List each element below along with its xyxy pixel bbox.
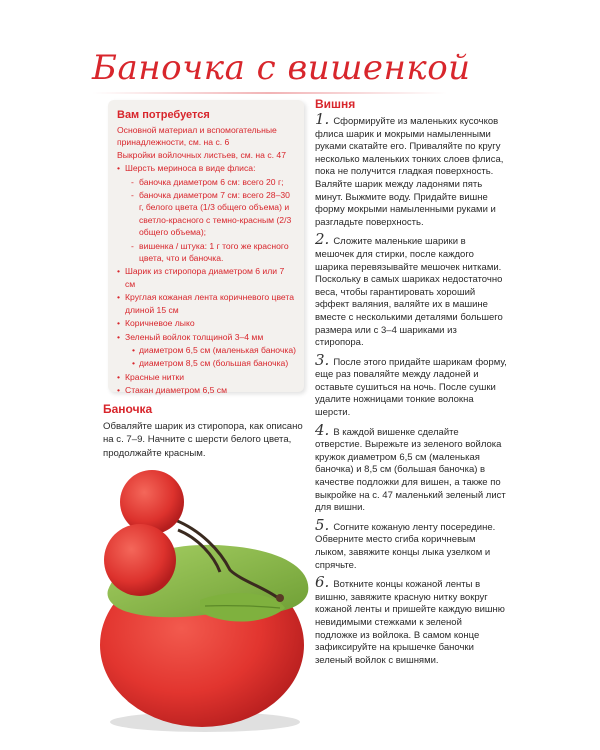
step-text: В каждой вишенке сделайте отверстие. Вырежьте из зеленого войлока кружок диаметром 6,5 см (маленькая баночка) и 8,5 см (большая баночка) в качестве подложки для вишен, а также по выкройке на с. 47 маленький зеленый лист для вишни. <box>315 426 506 514</box>
step-5 <box>315 515 507 572</box>
requirements-item: • Шарик из стиропора диаметром 6 или 7 см <box>117 265 296 290</box>
requirements-item: • Шерсть мериноса в виде флиса: <box>117 162 296 174</box>
step-text: Сформируйте из маленьких кусочков флиса шарик и мокрыми намыленными руками скатайте его. Приваляйте по кругу несколько маленьких тонких слоев флиса, пока не получится гладкая поверхность. Валяйте шарик между ладонями пять минут. Выжмите воду. Придайте вишне форму мокрыми намыленными руками и разгладьте поверхность. <box>315 116 504 228</box>
cherry-section <box>315 97 507 671</box>
step-number: 6. <box>315 573 330 592</box>
step-text: Сложите маленькие шарики в мешочек для стирки, после каждого шарика перевязывайте мешочек нитками. Поскольку в самых шариках недостаточно веса, чтобы гарантировать хороший эффект валяния, валяйте их в машине вместе с несколькими деталями большего размера или с 3–4 шариками из стиропора. <box>315 236 503 349</box>
requirements-subitem: - баночка диаметром 7 см: всего 28–30 г, белого цвета (1/3 общего объема) и светло-красного с темно-красным (2/3 общего объема); <box>117 189 296 239</box>
step-text: Согните кожаную ленту посередине. Обверните место сгиба коричневым лыком, завяжите концы лыка узелком и спрячьте. <box>315 521 496 571</box>
step-number: 4. <box>315 420 330 439</box>
requirements-heading: Вам потребуется <box>117 109 210 121</box>
jar-heading: Баночка <box>103 402 153 416</box>
step-6 <box>315 573 507 667</box>
requirements-item: • Стакан диаметром 6,5 см <box>117 384 296 396</box>
requirements-item: • Коричневое лыко <box>117 317 296 329</box>
requirements-subitem: • диаметром 6,5 см (маленькая баночка) <box>117 344 296 356</box>
step-4 <box>315 420 507 515</box>
step-1 <box>315 110 507 229</box>
jar-text: Обваляйте шарик из стиропора, как описано на с. 7–9. Начните с шерсти белого цвета, продолжайте красным. <box>103 421 303 459</box>
step-number: 3. <box>315 350 330 369</box>
step-number: 5. <box>315 515 330 534</box>
requirements-subitem: • диаметром 8,5 см (большая баночка) <box>117 357 296 369</box>
requirements-intro-line: Выкройки войлочных листьев, см. на с. 47 <box>117 149 286 160</box>
requirements-item: • Круглая кожаная лента коричневого цвета длиной 15 см <box>117 291 296 316</box>
step-number: 1. <box>315 110 330 128</box>
step-2 <box>315 230 507 349</box>
requirements-box <box>108 100 304 396</box>
requirements-item: • Красные нитки <box>117 371 296 383</box>
page-title: Баночка с вишенкой <box>92 48 471 88</box>
step-text: После этого придайте шарикам форму, еще раз поваляйте между ладоней и оставьте сушиться на ночь. После сушки удалите ножницами тонкие волокна шерсти. <box>315 356 507 419</box>
requirements-intro-line: Основной материал и вспомогательные принадлежности, см. на с. 6 <box>117 125 277 148</box>
jar-section <box>103 402 308 460</box>
step-number: 2. <box>315 230 330 249</box>
cherry-top <box>120 470 184 534</box>
cherry-heading: Вишня <box>315 97 356 111</box>
step-3 <box>315 350 507 420</box>
requirements-subitem: - баночка диаметром 6 см: всего 20 г; <box>117 176 296 188</box>
title-underline <box>92 92 447 94</box>
requirements-item: • Зеленый войлок толщиной 3–4 мм <box>117 331 296 343</box>
cherry-bottom <box>104 524 176 596</box>
bast-knot <box>276 594 284 602</box>
step-text: Воткните концы кожаной ленты в вишню, завяжите красную нитку вокруг кожаной ленты и пришейте каждую вишню невидимыми стежками к зеленой подложке из войлока. В самом конце зафиксируйте на крышечке баночки зеленый войлок с вишнями. <box>315 579 505 666</box>
requirements-subitem: - вишенка / штука: 1 г того же красного цвета, что и баночка. <box>117 240 296 265</box>
felt-jar-illustration <box>80 460 330 740</box>
